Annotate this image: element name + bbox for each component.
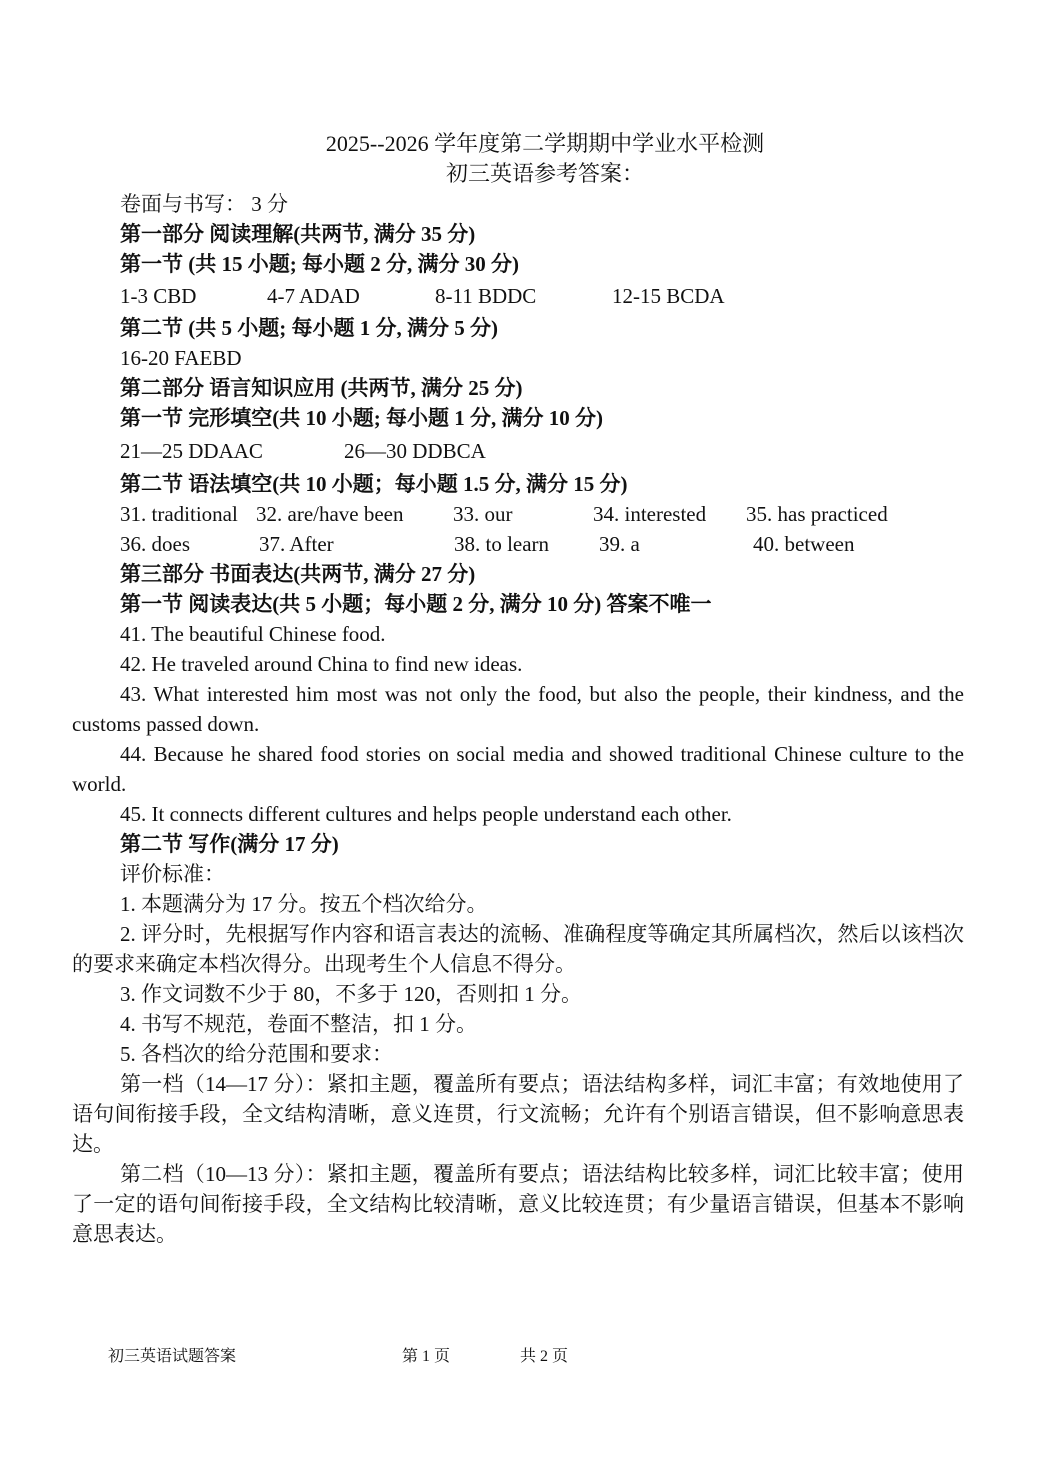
part3-sec1-heading: 第一节 阅读表达(共 5 小题；每小题 2 分, 满分 10 分) 答案不唯一 (120, 592, 712, 616)
answer-group: 4-7 ADAD (267, 284, 360, 308)
footer-total-pages: 共 2 页 (520, 1348, 569, 1365)
document-body (72, 189, 964, 1249)
criteria-title: 评价标准： (120, 862, 225, 886)
answer-group: 26—30 DDBCA (344, 439, 486, 463)
answer-item: 33. our (453, 502, 513, 526)
part1-sec2-answers: 16-20 FAEBD (120, 346, 242, 370)
part1-sec2-heading: 第二节 (共 5 小题; 每小题 1 分, 满分 5 分) (120, 316, 498, 340)
grade-level-2: 第二档（10—13 分）：紧扣主题，覆盖所有要点；语法结构比较多样，词汇比较丰富；使用了一定的语句间衔接手段，全文结构比较清晰，意义比较连贯；有少量语言错误，但基本不影响意思表达。 (72, 1162, 964, 1246)
criteria-item: 4. 书写不规范，卷面不整洁，扣 1 分。 (120, 1012, 477, 1036)
part2-sec2-heading: 第二节 语法填空(共 10 小题；每小题 1.5 分, 满分 15 分) (120, 472, 628, 496)
reading-answer-41: 41. The beautiful Chinese food. (120, 622, 386, 646)
document-title: 2025--2026 学年度第二学期期中学业水平检测 (325, 131, 765, 156)
criteria-item: 2. 评分时，先根据写作内容和语言表达的流畅、准确程度等确定其所属档次，然后以该档次的要求来确定本档次得分。出现考生个人信息不得分。 (72, 922, 964, 976)
answer-item: 38. to learn (454, 532, 550, 556)
answer-group: 8-11 BDDC (435, 284, 537, 308)
answer-group: 21—25 DDAAC (120, 439, 263, 463)
part2-sec1-answers (72, 436, 964, 466)
criteria-item: 5. 各档次的给分范围和要求： (120, 1042, 393, 1066)
reading-answer-42: 42. He traveled around China to find new ideas. (120, 652, 523, 676)
document-subtitle: 初三英语参考答案： (445, 161, 644, 186)
part3-sec2-heading: 第二节 写作(满分 17 分) (120, 832, 339, 856)
reading-answer-44: 44. Because he shared food stories on social media and showed traditional Chinese culture to the world. (72, 742, 964, 796)
part1-sec1-answers (72, 281, 964, 311)
neatness-score: 卷面与书写： 3 分 (120, 192, 288, 216)
grade-level-1: 第一档（14—17 分）：紧扣主题，覆盖所有要点；语法结构多样，词汇丰富；有效地使用了语句间衔接手段，全文结构清晰，意义连贯，行文流畅；允许有个别语言错误，但不影响意思表达。 (72, 1072, 964, 1156)
part1-heading: 第一部分 阅读理解(共两节, 满分 35 分) (120, 222, 476, 246)
part3-heading: 第三部分 书面表达(共两节, 满分 27 分) (120, 562, 476, 586)
answer-item: 40. between (753, 532, 855, 556)
criteria-item: 1. 本题满分为 17 分。按五个档次给分。 (120, 892, 488, 916)
reading-answer-45: 45. It connects different cultures and helps people understand each other. (120, 802, 732, 826)
grammar-answers-row1 (72, 499, 964, 529)
reading-answer-43: 43. What interested him most was not only the food, but also the people, their kindness, and the customs passed down. (72, 682, 964, 736)
part1-sec1-heading: 第一节 (共 15 小题; 每小题 2 分, 满分 30 分) (120, 252, 519, 276)
part2-sec1-heading: 第一节 完形填空(共 10 小题; 每小题 1 分, 满分 10 分) (120, 406, 603, 430)
answer-item: 39. a (599, 532, 640, 556)
footer-document-name: 初三英语试题答案 (108, 1348, 237, 1365)
answer-item: 31. traditional (120, 502, 238, 526)
answer-group: 12-15 BCDA (612, 284, 725, 308)
answer-item: 37. After (259, 532, 334, 556)
answer-group: 1-3 CBD (120, 284, 197, 308)
part2-heading: 第二部分 语言知识应用 (共两节, 满分 25 分) (120, 376, 523, 400)
answer-item: 35. has practiced (746, 502, 888, 526)
footer-page-number: 第 1 页 (402, 1348, 451, 1365)
answer-item: 32. are/have been (256, 502, 404, 526)
answer-item: 36. does (120, 532, 190, 556)
grammar-answers-row2 (72, 529, 964, 559)
answer-item: 34. interested (593, 502, 707, 526)
criteria-item: 3. 作文词数不少于 80，不多于 120，否则扣 1 分。 (120, 982, 582, 1006)
